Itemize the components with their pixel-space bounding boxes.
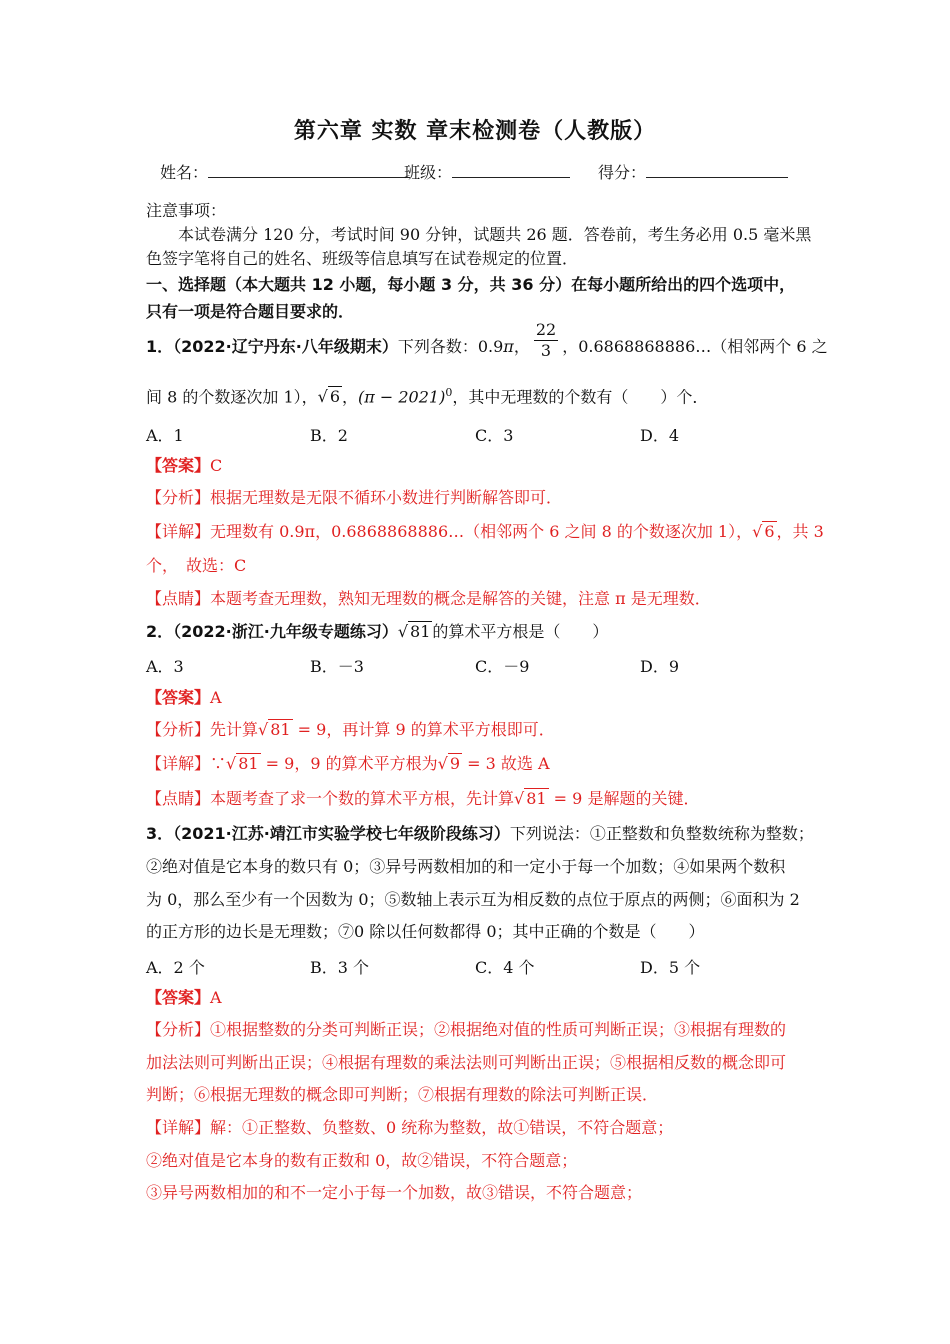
notice-line-2: 色签字笔将自己的姓名、班级等信息填写在试卷规定的位置． bbox=[146, 249, 579, 268]
answer-label: 【答案】 bbox=[146, 988, 211, 1007]
question-source: （2022·浙江·九年级专题练习） bbox=[173, 622, 398, 641]
question-1-line-2 bbox=[146, 382, 708, 408]
fraction bbox=[534, 320, 558, 361]
analysis-text: 先计算 bbox=[210, 720, 259, 739]
radicand: 81 bbox=[238, 754, 259, 773]
power-base: (π − 2021) bbox=[358, 387, 446, 407]
point-line bbox=[146, 788, 699, 810]
question-number: 1． bbox=[146, 337, 174, 356]
detail-line-1 bbox=[146, 1117, 673, 1139]
option-a: A．1 bbox=[146, 426, 184, 445]
detail-line-3: ③异号两数相加的和不一定小于每一个加数，故③错误，不符合题意； bbox=[146, 1183, 643, 1202]
point-line bbox=[146, 588, 711, 610]
q1-stem-c: 间 8 的个数逐次加 1）， bbox=[146, 387, 318, 407]
analysis-line-2: 加法法则可判断出正误；④根据有理数的乘法法则可判断出正误；⑤根据相反数的概念即可 bbox=[146, 1053, 787, 1072]
radicand: 6 bbox=[764, 522, 775, 541]
detail-label: 【详解】 bbox=[146, 1118, 211, 1137]
score-label: 得分： bbox=[598, 163, 647, 182]
q1-stem-a: 下列各数：0.9 bbox=[397, 337, 504, 356]
answer-value: A bbox=[210, 688, 222, 707]
radicand: 81 bbox=[526, 789, 547, 808]
analysis-line-3: 判断；⑥根据无理数的概念即可判断；⑦根据有理数的除法可判断正误． bbox=[146, 1085, 659, 1104]
detail-line-2: 个， 故选：C bbox=[146, 556, 247, 575]
radicand: 81 bbox=[410, 622, 431, 641]
pi-symbol: π bbox=[503, 337, 514, 356]
class-field bbox=[404, 160, 570, 183]
section-heading-1: 一、选择题（本大题共 12 小题，每小题 3 分，共 36 分）在每小题所给出的四个选项中， bbox=[146, 275, 796, 294]
option-d: D．9 bbox=[640, 657, 680, 676]
detail-line bbox=[146, 753, 550, 775]
answer-label: 【答案】 bbox=[146, 456, 211, 475]
question-number: 2． bbox=[146, 622, 174, 641]
option-b: B．2 bbox=[310, 426, 348, 445]
answer-value: C bbox=[210, 456, 223, 475]
q1-stem-e: ，其中无理数的个数有（ ）个． bbox=[452, 387, 709, 407]
fraction-denominator: 3 bbox=[540, 341, 552, 360]
analysis-line bbox=[146, 487, 562, 509]
detail-label: 【详解】 bbox=[146, 754, 211, 773]
radicand: 81 bbox=[270, 720, 291, 739]
analysis-line-1 bbox=[146, 1019, 786, 1041]
sqrt: √ 6 bbox=[752, 522, 775, 541]
answer-line bbox=[146, 687, 222, 709]
analysis-text: 根据无理数是无限不循环小数进行判断解答即可． bbox=[210, 488, 563, 507]
detail-text: ，共 3 bbox=[776, 522, 824, 541]
question-source: （2022·辽宁丹东·八年级期末） bbox=[173, 337, 398, 356]
point-label: 【点睛】 bbox=[146, 789, 211, 808]
question-3-line-2: ②绝对值是它本身的数只有 0；③异号两数相加的和一定小于每一个加数；④如果两个数积 bbox=[146, 857, 786, 876]
class-label: 班级： bbox=[404, 163, 453, 182]
radicand: 9 bbox=[449, 754, 461, 773]
detail-label: 【详解】 bbox=[146, 522, 211, 541]
sqrt: √ 6 bbox=[317, 387, 341, 407]
analysis-text: = 9，再计算 9 的算术平方根即可． bbox=[292, 720, 555, 739]
question-stem: 下列说法：①正整数和负整数统称为整数； bbox=[509, 824, 814, 843]
sqrt: √ 81 bbox=[397, 622, 431, 641]
option-c: C．4 个 bbox=[475, 958, 535, 977]
analysis-text: ①根据整数的分类可判断正误；②根据绝对值的性质可判断正误；③根据有理数的 bbox=[210, 1020, 787, 1039]
question-1-line-1 bbox=[146, 320, 828, 361]
question-3-line-3: 为 0，那么至少有一个因数为 0；⑤数轴上表示互为相反数的点位于原点的两侧；⑥面积为 2 bbox=[146, 890, 800, 909]
score-blank bbox=[646, 161, 788, 178]
detail-text: ∵ bbox=[210, 754, 227, 773]
sqrt: √ 9 bbox=[437, 754, 461, 773]
notice-line-1: 本试卷满分 120 分，考试时间 90 分钟，试题共 26 题．答卷前，考生务必用 0.5 毫米黑 bbox=[178, 225, 812, 244]
point-text: 本题考查无理数，熟知无理数的概念是解答的关键，注意 π 是无理数． bbox=[210, 589, 711, 608]
exponent: 0 bbox=[445, 386, 453, 399]
point-text: = 9 是解题的关键． bbox=[548, 789, 700, 808]
detail-line-1 bbox=[146, 521, 824, 543]
detail-text: 无理数有 0.9π，0.6868868886…（相邻两个 6 之间 8 的个数逐次加 1）， bbox=[210, 522, 753, 541]
sqrt: √ 81 bbox=[258, 720, 291, 739]
name-label: 姓名： bbox=[160, 163, 209, 182]
question-3-line-4: 的正方形的边长是无理数；⑦0 除以任何数都得 0；其中正确的个数是（ ） bbox=[146, 922, 705, 941]
question-number: 3． bbox=[146, 824, 174, 843]
q1-stem-d: ， bbox=[342, 387, 359, 407]
point-label: 【点睛】 bbox=[146, 589, 211, 608]
class-blank bbox=[452, 161, 570, 178]
fraction-numerator: 22 bbox=[535, 320, 557, 339]
score-field bbox=[598, 160, 788, 183]
option-d: D．4 bbox=[640, 426, 680, 445]
option-c: C．3 bbox=[475, 426, 514, 445]
answer-line bbox=[146, 987, 222, 1009]
name-field bbox=[160, 160, 410, 183]
option-a: A．2 个 bbox=[146, 958, 205, 977]
option-c: C．－9 bbox=[475, 657, 530, 676]
radicand: 6 bbox=[329, 387, 341, 407]
answer-line bbox=[146, 455, 222, 477]
point-text: 本题考查了求一个数的算术平方根，先计算 bbox=[210, 789, 515, 808]
analysis-line bbox=[146, 719, 555, 741]
page-title: 第六章 实数 章末检测卷（人教版） bbox=[293, 119, 657, 144]
name-blank bbox=[208, 161, 410, 178]
section-heading-2: 只有一项是符合题目要求的． bbox=[146, 302, 355, 321]
option-d: D．5 个 bbox=[640, 958, 701, 977]
analysis-label: 【分析】 bbox=[146, 1020, 211, 1039]
q1-comma: ， bbox=[513, 337, 530, 356]
option-a: A．3 bbox=[146, 657, 184, 676]
question-3-line-1 bbox=[146, 823, 814, 845]
sqrt: √ 81 bbox=[226, 754, 259, 773]
q1-stem-b: ，0.6868868886…（相邻两个 6 之 bbox=[562, 337, 828, 356]
analysis-label: 【分析】 bbox=[146, 488, 211, 507]
detail-text: = 3 故选 A bbox=[462, 754, 550, 773]
notice-heading: 注意事项： bbox=[146, 201, 227, 220]
answer-value: A bbox=[210, 988, 222, 1007]
question-source: （2021·江苏·靖江市实验学校七年级阶段练习） bbox=[173, 824, 510, 843]
analysis-label: 【分析】 bbox=[146, 720, 211, 739]
sqrt: √ 81 bbox=[514, 789, 547, 808]
option-b: B．3 个 bbox=[310, 958, 370, 977]
detail-text: 解：①正整数、负整数、0 统称为整数，故①错误，不符合题意； bbox=[210, 1118, 674, 1137]
question-stem: 的算术平方根是（ ） bbox=[432, 622, 609, 641]
answer-label: 【答案】 bbox=[146, 688, 211, 707]
option-b: B．－3 bbox=[310, 657, 364, 676]
detail-text: = 9，9 的算术平方根为 bbox=[260, 754, 438, 773]
detail-line-2: ②绝对值是它本身的数有正数和 0，故②错误，不符合题意； bbox=[146, 1151, 578, 1170]
question-2-line bbox=[146, 621, 608, 643]
